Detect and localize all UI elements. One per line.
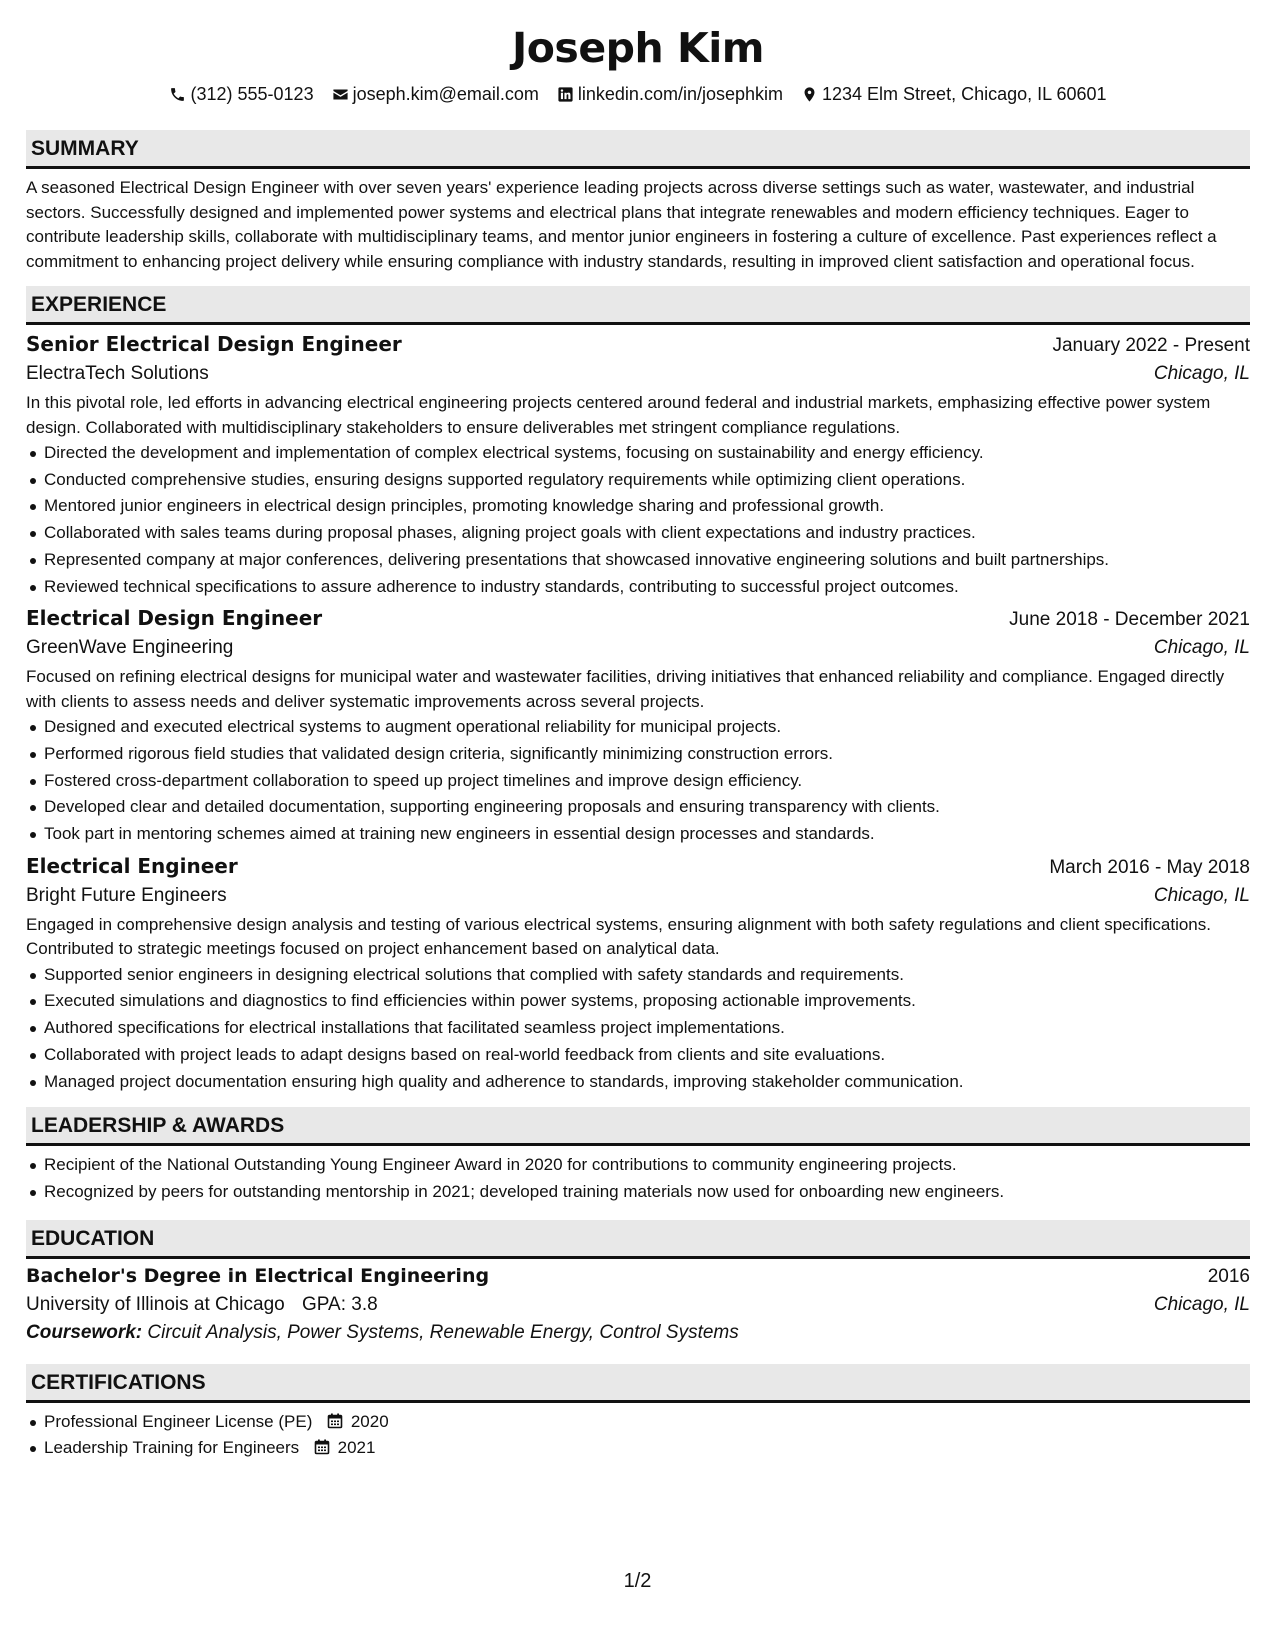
- list-item: Managed project documentation ensuring high quality and adherence to standards, improving stakeholder communication.: [26, 1069, 1250, 1096]
- cert-name: Professional Engineer License (PE): [44, 1411, 313, 1431]
- job-title: Senior Electrical Design Engineer: [26, 332, 402, 356]
- list-item: [26, 1409, 1250, 1436]
- coursework-line: [26, 1322, 1250, 1344]
- job-dates: June 2018 - December 2021: [1009, 609, 1250, 631]
- job-bullets: [26, 714, 1250, 848]
- list-item: Collaborated with project leads to adapt designs based on real-world feedback from clients and site evaluations.: [26, 1042, 1250, 1069]
- job-title: Electrical Design Engineer: [26, 606, 323, 631]
- summary-heading: SUMMARY: [26, 130, 1250, 169]
- job-entry: [26, 854, 1250, 1096]
- job-dates: March 2016 - May 2018: [1049, 856, 1250, 878]
- list-item: Took part in mentoring schemes aimed at training new engineers in essential design processes and standards.: [26, 821, 1250, 848]
- job-company: ElectraTech Solutions: [26, 363, 209, 384]
- job-header-row: [26, 854, 1250, 879]
- contact-email[interactable]: [332, 74, 539, 114]
- page-number: 1/2: [623, 1570, 652, 1592]
- calendar-icon: [314, 1439, 330, 1455]
- job-company-row: [26, 363, 1250, 385]
- linkedin-icon: [557, 86, 574, 103]
- job-location: Chicago, IL: [1153, 363, 1250, 384]
- job-title: Electrical Engineer: [26, 853, 238, 878]
- certifications-list: [26, 1409, 1250, 1462]
- job-bullets: [26, 962, 1250, 1096]
- calendar-icon: [327, 1413, 343, 1429]
- coursework-text: Circuit Analysis, Power Systems, Renewable Energy, Control Systems: [147, 1321, 739, 1343]
- list-item: [26, 1435, 1250, 1462]
- cert-name: Leadership Training for Engineers: [44, 1438, 300, 1458]
- list-item: Represented company at major conferences, delivering presentations that showcased innovative engineering solutions and built partnerships.: [26, 547, 1250, 574]
- linkedin-text: linkedin.com/in/josephkim: [577, 84, 783, 104]
- list-item: Recognized by peers for outstanding mentorship in 2021; developed training materials now used for onboarding new engineers.: [26, 1179, 1250, 1206]
- job-header-row: [26, 332, 1250, 357]
- phone-icon: [169, 86, 186, 103]
- leadership-bullets: [26, 1152, 1250, 1205]
- list-item: Collaborated with sales teams during proposal phases, aligning project goals with client expectations and industry practices.: [26, 520, 1250, 547]
- education-school-row: [26, 1294, 1250, 1316]
- list-item: Supported senior engineers in designing electrical solutions that complied with safety standards and requirements.: [26, 962, 1250, 989]
- list-item: Conducted comprehensive studies, ensuring designs supported regulatory requirements while optimizing client operations.: [26, 467, 1250, 494]
- school-location: Chicago, IL: [1153, 1293, 1250, 1315]
- job-header-row: [26, 606, 1250, 631]
- contact-phone[interactable]: [169, 74, 313, 114]
- job-location: Chicago, IL: [1153, 637, 1250, 659]
- school-name: University of Illinois at Chicago: [26, 1293, 285, 1315]
- job-company: Bright Future Engineers: [26, 884, 227, 906]
- cert-year: 2021: [337, 1438, 376, 1458]
- list-item: Authored specifications for electrical installations that facilitated seamless project implementations.: [26, 1015, 1250, 1042]
- contact-bar: [26, 74, 1250, 114]
- list-item: Recipient of the National Outstanding Young Engineer Award in 2020 for contributions to community engineering projects.: [26, 1152, 1250, 1179]
- experience-heading: EXPERIENCE: [26, 286, 1250, 325]
- job-company-row: [26, 637, 1250, 659]
- job-description: In this pivotal role, led efforts in advancing electrical engineering projects centered around federal and industrial markets, emphasizing effective power system design. Collaborated with multidisciplinary stakeholders to ensure deliverables met stringent compliance regulations.: [26, 393, 1211, 437]
- list-item: Fostered cross-department collaboration to speed up project timelines and improve design efficiency.: [26, 768, 1250, 795]
- resume-page: [26, 0, 1250, 1462]
- education-entry: [26, 1265, 1250, 1344]
- education-heading: EDUCATION: [26, 1220, 1250, 1259]
- education-header-row: [26, 1265, 1250, 1288]
- summary-text: A seasoned Electrical Design Engineer with over seven years' experience leading projects across diverse settings such as water, wastewater, and industrial sectors. Successfully designed and implemented power systems and electrical plans that integrate renewables and modern efficiency techniques. Eager to contribute leadership skills, collaborate with multidisciplinary teams, and mentor junior engineers in fostering a culture of excellence. Past experiences reflect a commitment to enhancing project delivery while ensuring compliance with industry standards, resulting in improved client satisfaction and operational focus.: [26, 178, 1217, 271]
- list-item: Developed clear and detailed documentation, supporting engineering proposals and ensuring transparency with clients.: [26, 794, 1250, 821]
- candidate-name: Joseph Kim: [512, 24, 764, 72]
- email-text: joseph.kim@email.com: [352, 84, 539, 104]
- job-description: Focused on refining electrical designs for municipal water and wastewater facilities, driving initiatives that enhanced reliability and compliance. Engaged directly with clients to assess needs and deliver systematic improvements across several projects.: [26, 667, 1225, 711]
- job-company: GreenWave Engineering: [26, 637, 234, 659]
- job-location: Chicago, IL: [1153, 884, 1250, 906]
- job-bullets: [26, 440, 1250, 600]
- list-item: Executed simulations and diagnostics to find efficiencies within power systems, proposing actionable improvements.: [26, 988, 1250, 1015]
- school-line: [26, 1294, 378, 1316]
- job-company-row: [26, 885, 1250, 907]
- job-entry: [26, 606, 1250, 848]
- job-dates: January 2022 - Present: [1052, 335, 1250, 356]
- cert-year: 2020: [350, 1411, 389, 1431]
- coursework-label: Coursework:: [26, 1321, 143, 1343]
- certifications-heading: CERTIFICATIONS: [26, 1364, 1250, 1403]
- graduation-year: 2016: [1207, 1265, 1250, 1287]
- envelope-icon: [332, 86, 349, 103]
- job-entry: [26, 332, 1250, 600]
- degree: Bachelor's Degree in Electrical Engineering: [26, 1264, 490, 1287]
- gpa: GPA: 3.8: [302, 1293, 378, 1315]
- list-item: Mentored junior engineers in electrical design principles, promoting knowledge sharing and professional growth.: [26, 493, 1250, 520]
- job-description: Engaged in comprehensive design analysis and testing of various electrical systems, ensuring alignment with both safety regulations and client specifications. Contributed to strategic meetings focused on project enhancement based on analytical data.: [26, 914, 1211, 959]
- list-item: Reviewed technical specifications to assure adherence to industry standards, contributing to successful project outcomes.: [26, 574, 1250, 601]
- phone-text: (312) 555-0123: [190, 84, 314, 104]
- contact-linkedin[interactable]: [557, 74, 783, 114]
- address-text: 1234 Elm Street, Chicago, IL 60601: [822, 84, 1107, 104]
- list-item: Designed and executed electrical systems to augment operational reliability for municipal projects.: [26, 714, 1250, 741]
- list-item: Performed rigorous field studies that validated design criteria, significantly minimizing construction errors.: [26, 741, 1250, 768]
- list-item: Directed the development and implementation of complex electrical systems, focusing on sustainability and energy efficiency.: [26, 440, 1250, 467]
- map-pin-icon: [801, 86, 818, 103]
- leadership-heading: LEADERSHIP & AWARDS: [26, 1107, 1250, 1146]
- contact-address: [801, 74, 1107, 114]
